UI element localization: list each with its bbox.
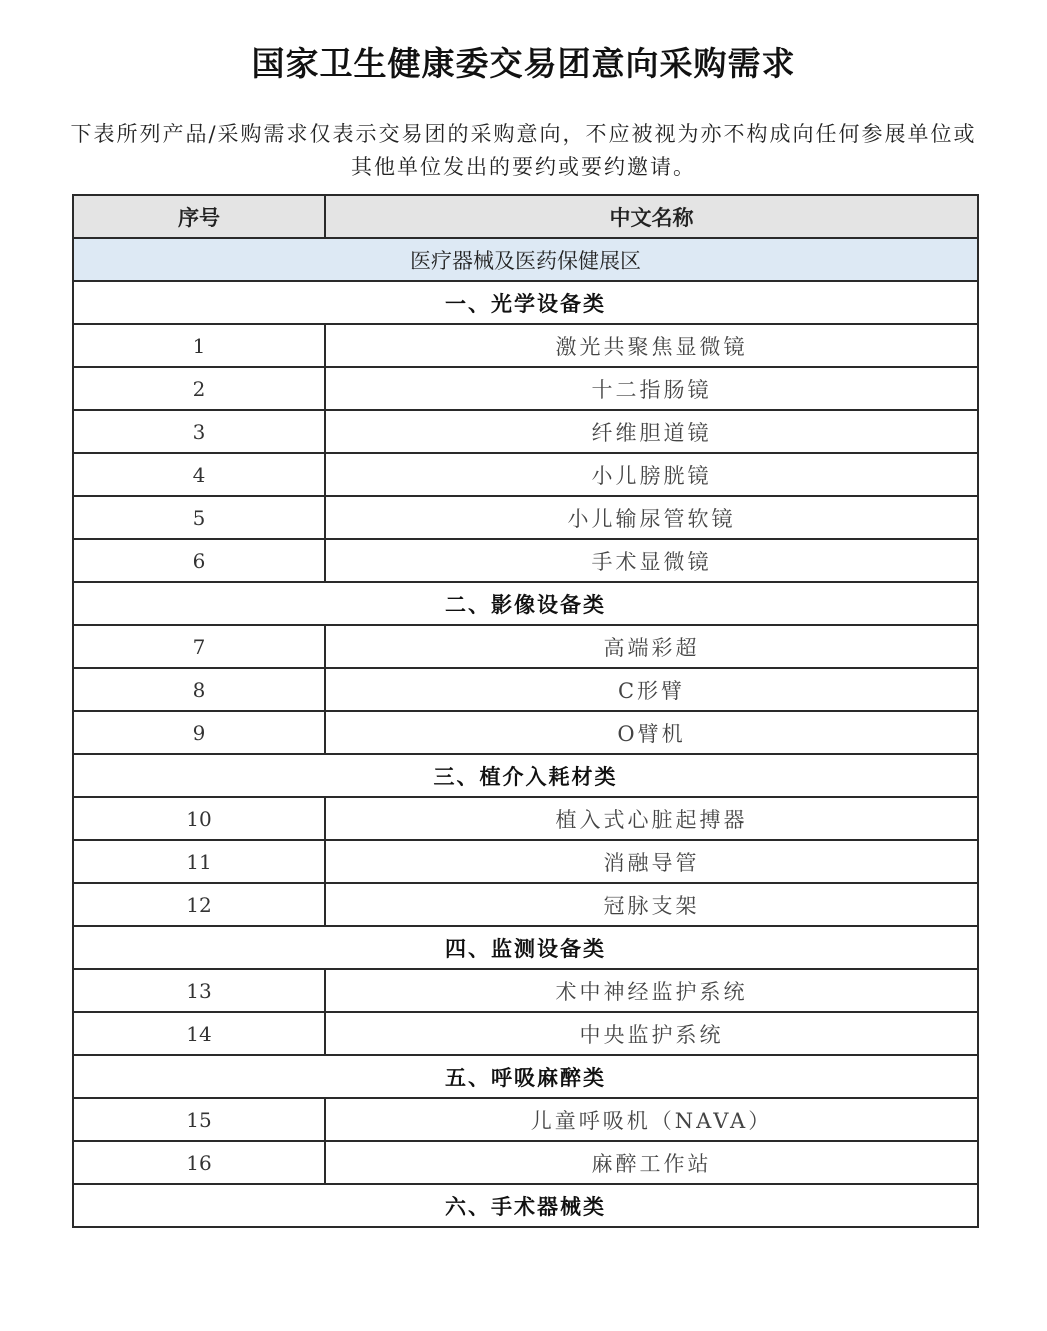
table-body <box>73 238 978 1227</box>
product-name-cell: 麻醉工作站 <box>325 1141 978 1184</box>
product-name-cell: 植入式心脏起搏器 <box>325 797 978 840</box>
category-row <box>73 281 978 324</box>
table-row <box>73 1012 978 1055</box>
table-row <box>73 410 978 453</box>
category-row <box>73 1184 978 1227</box>
page-title: 国家卫生健康委交易团意向采购需求 <box>251 44 796 83</box>
header-chinese-name: 中文名称 <box>325 195 978 238</box>
serial-number-cell: 4 <box>73 453 325 496</box>
serial-number-cell: 10 <box>73 797 325 840</box>
table-row <box>73 668 978 711</box>
product-name-cell: 中央监护系统 <box>325 1012 978 1055</box>
table-row <box>73 1098 978 1141</box>
serial-number-cell: 15 <box>73 1098 325 1141</box>
product-name-cell: 手术显微镜 <box>325 539 978 582</box>
serial-number-cell: 9 <box>73 711 325 754</box>
serial-number-cell: 16 <box>73 1141 325 1184</box>
table-row <box>73 453 978 496</box>
product-name-cell: 冠脉支架 <box>325 883 978 926</box>
serial-number-cell: 11 <box>73 840 325 883</box>
serial-number-cell: 14 <box>73 1012 325 1055</box>
product-name-cell: 十二指肠镜 <box>325 367 978 410</box>
serial-number-cell: 6 <box>73 539 325 582</box>
product-name-cell: 儿童呼吸机（NAVA） <box>325 1098 978 1141</box>
serial-number-cell: 3 <box>73 410 325 453</box>
category-row <box>73 1055 978 1098</box>
table-row <box>73 625 978 668</box>
serial-number-cell: 5 <box>73 496 325 539</box>
category-row <box>73 582 978 625</box>
header-serial-number: 序号 <box>73 195 325 238</box>
serial-number-cell: 12 <box>73 883 325 926</box>
table-row <box>73 711 978 754</box>
category-title: 六、手术器械类 <box>73 1184 978 1227</box>
zone-label: 医疗器械及医药保健展区 <box>73 238 978 281</box>
table-row <box>73 496 978 539</box>
table-row <box>73 539 978 582</box>
product-name-cell: 激光共聚焦显微镜 <box>325 324 978 367</box>
table-row <box>73 883 978 926</box>
table-row <box>73 1141 978 1184</box>
procurement-table <box>72 194 979 1228</box>
serial-number-cell: 13 <box>73 969 325 1012</box>
product-name-cell: 高端彩超 <box>325 625 978 668</box>
serial-number-cell: 1 <box>73 324 325 367</box>
product-name-cell: 消融导管 <box>325 840 978 883</box>
category-title: 二、影像设备类 <box>73 582 978 625</box>
category-row <box>73 754 978 797</box>
serial-number-cell: 8 <box>73 668 325 711</box>
table-row <box>73 840 978 883</box>
category-title: 一、光学设备类 <box>73 281 978 324</box>
zone-row <box>73 238 978 281</box>
category-title: 三、植介入耗材类 <box>73 754 978 797</box>
product-name-cell: 纤维胆道镜 <box>325 410 978 453</box>
product-name-cell: 小儿膀胱镜 <box>325 453 978 496</box>
table-row <box>73 969 978 1012</box>
product-name-cell: 小儿输尿管软镜 <box>325 496 978 539</box>
table-header-row <box>73 195 978 238</box>
category-title: 五、呼吸麻醉类 <box>73 1055 978 1098</box>
category-title: 四、监测设备类 <box>73 926 978 969</box>
category-row <box>73 926 978 969</box>
table-row <box>73 324 978 367</box>
product-name-cell: O臂机 <box>325 711 978 754</box>
table-row <box>73 367 978 410</box>
product-name-cell: C形臂 <box>325 668 978 711</box>
serial-number-cell: 7 <box>73 625 325 668</box>
disclaimer-text: 下表所列产品/采购需求仅表示交易团的采购意向，不应被视为亦不构成向任何参展单位或其他单位发出的要约或要约邀请。 <box>70 122 977 179</box>
table-row <box>73 797 978 840</box>
serial-number-cell: 2 <box>73 367 325 410</box>
product-name-cell: 术中神经监护系统 <box>325 969 978 1012</box>
